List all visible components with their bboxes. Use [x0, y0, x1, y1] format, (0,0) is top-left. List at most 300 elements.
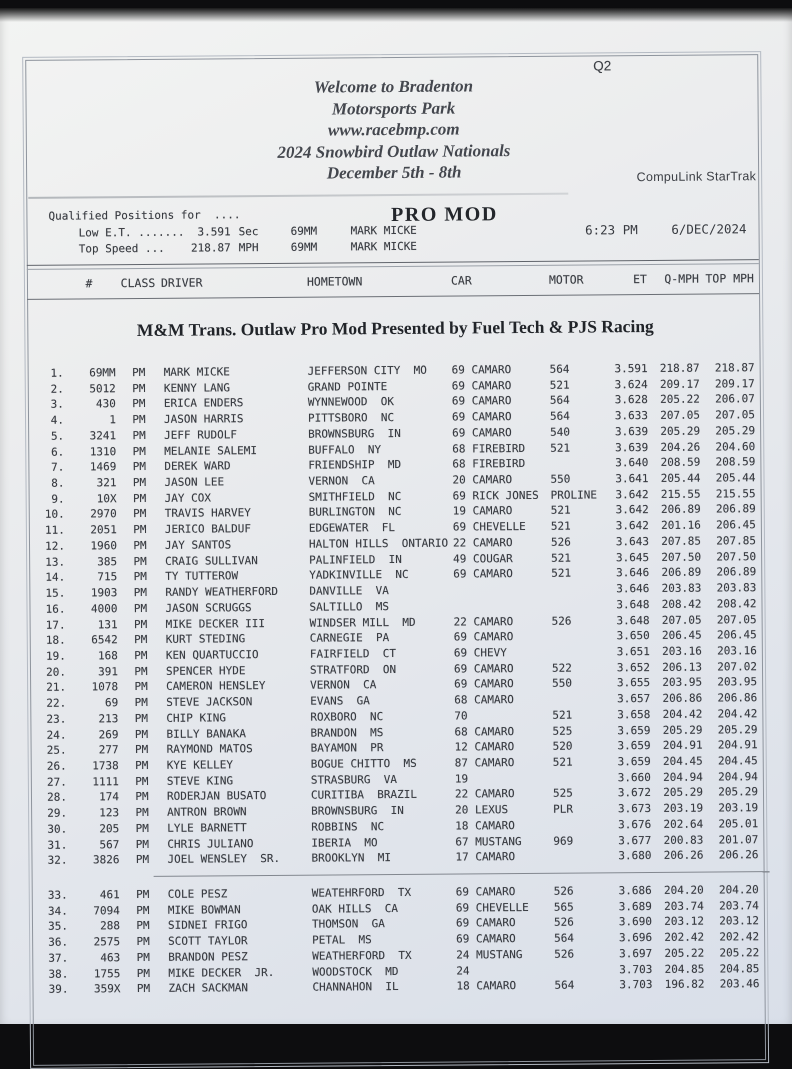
cell-driver: RANDY WEATHERFORD [165, 584, 279, 599]
cell-pos: 3. [50, 398, 64, 412]
cell-top: 205.22 [719, 946, 760, 960]
cell-car: 69 CAMARO [452, 425, 512, 440]
cell-qmph: 204.20 [663, 883, 704, 897]
cell-driver: KURT STEDING [165, 632, 246, 647]
cell-driver: JAY SANTOS [164, 538, 232, 552]
cell-et: 3.676 [618, 817, 652, 832]
cell-home: BOGUE CHITTO MS [310, 756, 417, 771]
low-et-value: 3.591 [197, 224, 231, 239]
cell-cls: PM [134, 633, 148, 647]
print-timestamp [585, 221, 747, 237]
cell-top: 209.17 [714, 376, 755, 391]
cell-cls: PM [133, 538, 147, 552]
cell-home: FAIRFIELD CT [309, 646, 397, 661]
cell-car [453, 599, 551, 615]
cell-car: 69 CAMARO [451, 363, 512, 377]
cell-home: JEFFERSON CITY MO [307, 363, 427, 378]
cell-motor: 526 [554, 947, 575, 961]
cell-cls: PM [131, 365, 146, 380]
cell-home: STRATFORD ON [309, 662, 397, 677]
cell-home: SMITHFIELD NC [308, 489, 402, 504]
category-title: PRO MOD [391, 203, 498, 227]
cell-motor [553, 818, 615, 834]
cell-num: 213 [98, 712, 119, 726]
top-speed-car-number: 69MM [290, 240, 318, 254]
cell-top: 206.89 [715, 502, 756, 516]
cell-motor: PLR [553, 802, 574, 816]
cell-driver: ERICA ENDERS [163, 396, 244, 411]
cell-car: 69 RICK JONES [452, 488, 539, 503]
top-speed-driver: MARK MICKE [350, 239, 417, 254]
qualifying-table-main [30, 361, 762, 870]
cell-num: 321 [96, 476, 117, 490]
cell-num: 174 [99, 790, 120, 804]
cell-home: EVANS GA [310, 694, 370, 708]
cell-num: 715 [97, 570, 118, 584]
cell-motor: 565 [553, 900, 574, 914]
column-header-qmph: Q-MPH [664, 271, 699, 286]
cell-pos: 37. [48, 951, 69, 965]
cell-car: 69 CHEVY [453, 646, 507, 660]
top-speed-label: Top Speed ... [78, 241, 165, 256]
cell-pos: 20. [46, 665, 67, 679]
cell-home: BROWNSBURG IN [311, 804, 404, 818]
cell-car: 87 CAMARO [454, 756, 515, 770]
cell-et: 3.703 [619, 978, 653, 992]
cell-qmph: 206.45 [661, 628, 702, 643]
column-header-class: CLASS [120, 275, 156, 291]
cell-et: 3.642 [615, 503, 649, 517]
column-header-spacer [29, 277, 63, 291]
cell-cls: PM [132, 444, 146, 458]
cell-home: THOMSON GA [311, 917, 385, 932]
cell-cls: PM [135, 758, 149, 773]
cell-car: 12 CAMARO [454, 740, 515, 754]
cell-home: GRAND POINTE [307, 379, 388, 394]
cell-cls: PM [133, 507, 147, 521]
cell-motor: 526 [553, 884, 574, 898]
cell-et: 3.648 [616, 613, 650, 627]
cell-home: BROOKLYN MI [311, 851, 392, 865]
cell-pos: 16. [45, 602, 66, 616]
event-title: M&M Trans. Outlaw Pro Mod Presented by Fuel Tech & PJS Racing [136, 315, 654, 341]
cell-home: YADKINVILLE NC [309, 568, 409, 583]
timing-system-label: CompuLink StarTrak [636, 169, 757, 185]
cell-car: 69 CAMARO [455, 885, 516, 899]
cell-qmph: 205.29 [662, 723, 703, 737]
cell-motor: 521 [551, 566, 572, 581]
cell-driver: MIKE DECKER III [165, 616, 266, 631]
cell-top: 203.12 [719, 914, 760, 928]
cell-top: 204.45 [717, 754, 758, 768]
cell-pos: 31. [47, 838, 68, 852]
cell-cls: PM [132, 397, 146, 411]
cell-et: 3.659 [617, 754, 651, 769]
cell-qmph: 202.42 [664, 930, 705, 945]
cell-motor [551, 598, 613, 614]
cell-num: 1738 [92, 759, 119, 773]
cell-pos: 10. [44, 508, 65, 522]
low-et-car-number: 69MM [290, 224, 318, 238]
cell-num: 1078 [91, 680, 119, 694]
cell-top: 205.44 [715, 471, 756, 485]
cell-home: PALINFIELD IN [309, 552, 402, 567]
cell-et: 3.677 [618, 833, 652, 847]
cell-top: 206.26 [718, 848, 759, 862]
column-header-driver: DRIVER [160, 275, 203, 290]
cell-cls: PM [132, 413, 146, 427]
cell-pos: 24. [46, 728, 67, 742]
cell-et: 3.633 [614, 409, 649, 423]
cell-et: 3.690 [618, 915, 653, 929]
cell-qmph: 206.86 [662, 691, 703, 706]
cell-driver: TRAVIS HARVEY [164, 506, 251, 521]
cell-num: 2575 [93, 935, 121, 949]
cell-qmph: 201.16 [661, 518, 701, 533]
cell-driver: SCOTT TAYLOR [168, 934, 248, 948]
cell-motor: 521 [550, 504, 571, 518]
cell-qmph: 203.12 [664, 915, 705, 929]
cell-num: 123 [99, 806, 120, 820]
cell-top: 204.20 [718, 883, 759, 897]
cell-pos: 1. [50, 366, 64, 380]
cell-num: 3241 [89, 429, 117, 443]
cell-car: 67 MUSTANG [455, 834, 522, 849]
cell-driver: JAY COX [164, 491, 212, 505]
cell-pos: 28. [47, 791, 68, 805]
cell-driver: ZACH SACKMAN [168, 981, 249, 996]
cell-driver: RAYMOND MATOS [166, 742, 253, 757]
cell-top: 204.42 [717, 706, 758, 721]
cell-cls: PM [136, 935, 150, 949]
cell-motor: 521 [550, 519, 571, 533]
cell-car: 69 CAMARO [451, 410, 512, 424]
cell-top: 205.01 [718, 817, 759, 831]
cell-home: HALTON HILLS ONTARIO [308, 536, 449, 551]
cell-pos: 26. [46, 759, 67, 773]
cell-num: 1903 [90, 586, 118, 600]
cell-num: 269 [98, 727, 119, 741]
cell-motor [552, 630, 614, 646]
cell-cls: PM [133, 554, 147, 568]
cell-et: 3.648 [616, 597, 650, 612]
cell-pos: 15. [45, 586, 66, 600]
cell-et: 3.672 [617, 786, 652, 800]
cell-top: 206.45 [716, 518, 756, 532]
cell-home: WEATHERFORD TX [312, 948, 412, 963]
cell-top: 206.07 [715, 392, 755, 406]
cell-pos: 12. [45, 539, 66, 553]
cell-qmph: 204.85 [664, 962, 705, 976]
cell-cls: PM [132, 475, 147, 490]
cell-num: 430 [95, 397, 116, 411]
cell-driver: TY TUTTEROW [165, 569, 239, 584]
cell-num: 1755 [93, 966, 121, 980]
cell-pos: 30. [47, 822, 68, 836]
cell-cls: PM [135, 837, 150, 851]
cell-et: 3.639 [614, 424, 649, 439]
cell-et: 3.655 [616, 676, 651, 690]
cell-top: 207.05 [715, 408, 756, 422]
cell-num: 277 [98, 743, 119, 757]
cell-car: 24 MUSTANG [456, 947, 523, 962]
cell-num: 3826 [92, 853, 120, 867]
cell-qmph: 205.29 [660, 424, 701, 438]
cell-driver: COLE PESZ [167, 887, 228, 901]
column-header-motor: MOTOR [548, 272, 584, 287]
cell-pos: 29. [47, 806, 68, 820]
cell-pos: 9. [51, 492, 65, 506]
cell-cls: PM [134, 664, 148, 678]
cell-home: PETAL MS [312, 933, 372, 947]
cell-cls: PM [136, 950, 150, 964]
cell-top: 203.83 [716, 581, 757, 595]
column-header-topmph: TOP MPH [705, 271, 754, 286]
cell-et: 3.657 [617, 692, 651, 706]
cell-qmph: 207.05 [661, 613, 702, 627]
cell-motor [552, 645, 614, 661]
cell-cls: PM [134, 711, 149, 725]
cell-et: 3.646 [616, 566, 650, 580]
cell-car [453, 583, 551, 599]
cell-driver: CRAIG SULLIVAN [165, 553, 258, 568]
cell-motor: 550 [550, 472, 571, 486]
cell-motor: 969 [553, 834, 574, 848]
cell-qmph: 206.89 [661, 565, 702, 580]
cell-top: 202.42 [719, 930, 760, 944]
cell-car: 69 CAMARO [454, 677, 514, 691]
session-label: Q2 [593, 58, 612, 74]
cell-pos: 7. [51, 460, 65, 475]
cell-driver: KENNY LANG [163, 381, 231, 395]
cell-car: 69 CAMARO [453, 567, 513, 581]
cell-top: 207.05 [716, 612, 757, 626]
cell-qmph: 215.55 [660, 487, 701, 501]
cell-cls: PM [136, 919, 150, 933]
cell-motor: 550 [552, 677, 573, 691]
cell-qmph: 204.94 [663, 770, 703, 784]
cell-pos: 36. [48, 935, 69, 949]
cell-et: 3.680 [618, 849, 652, 863]
cell-et: 3.650 [616, 629, 650, 643]
cell-pos: 21. [46, 680, 67, 695]
cell-car: 24 [456, 964, 470, 978]
cell-pos: 17. [45, 618, 66, 632]
cell-qmph: 205.29 [663, 786, 704, 800]
cell-motor: 526 [550, 535, 571, 549]
cell-motor [553, 771, 615, 787]
cell-cls: PM [133, 586, 148, 600]
cell-car: 22 CAMARO [453, 614, 514, 629]
cell-home: BURLINGTON NC [308, 505, 402, 520]
cell-num: 2051 [90, 523, 117, 537]
cell-motor: 521 [549, 378, 570, 392]
cell-et: 3.640 [615, 456, 649, 470]
cell-top: 204.85 [719, 961, 760, 976]
cell-pos: 25. [46, 743, 67, 758]
cell-top: 204.94 [718, 769, 758, 784]
cell-home: PITTSBORO NC [307, 411, 395, 425]
cell-cls: PM [136, 903, 150, 917]
cell-motor: 526 [551, 614, 572, 628]
cell-home: WINDSER MILL MD [309, 615, 416, 630]
cell-et: 3.689 [618, 899, 652, 913]
cell-qmph: 200.83 [663, 833, 704, 847]
cell-motor [553, 850, 615, 866]
cell-car: 69 CAMARO [453, 661, 514, 676]
cell-cls: PM [132, 491, 147, 505]
cell-home: STRASBURG VA [310, 772, 398, 787]
cell-pos: 38. [48, 967, 69, 981]
low-et-driver: MARK MICKE [350, 223, 417, 237]
cell-car: 18 CAMARO [456, 979, 517, 993]
cell-top: 206.86 [717, 691, 758, 705]
cell-pos: 11. [44, 523, 65, 537]
cell-top: 215.55 [715, 486, 756, 501]
cell-car: 19 CAMARO [452, 504, 513, 519]
cell-motor: 564 [549, 409, 570, 423]
cell-num: 205 [99, 822, 120, 836]
cell-qmph: 208.42 [661, 597, 702, 611]
cell-motor: 521 [550, 441, 571, 455]
cell-num: 1111 [92, 774, 119, 789]
cell-pos: 2. [50, 382, 64, 396]
cell-top: 203.16 [717, 644, 757, 658]
cell-qmph: 202.64 [663, 817, 704, 831]
cell-driver: CHIP KING [166, 711, 227, 725]
cell-qmph: 207.05 [660, 408, 701, 423]
cell-cls: PM [136, 966, 151, 980]
cell-num: 10X [96, 491, 117, 506]
cell-pos: 8. [51, 476, 65, 490]
cell-cls: PM [135, 806, 149, 820]
cell-motor: 525 [552, 787, 573, 801]
cell-et: 3.658 [617, 707, 651, 722]
cell-qmph: 196.82 [664, 977, 705, 992]
cell-motor: 521 [552, 755, 573, 769]
print-date: 6/DEC/2024 [671, 221, 747, 237]
cell-driver: STEVE JACKSON [166, 695, 253, 709]
cell-motor: 525 [552, 724, 573, 738]
cell-pos: 18. [45, 633, 66, 647]
cell-cls: PM [133, 601, 148, 615]
cell-home: SALTILLO MS [309, 599, 390, 614]
cell-qmph: 205.22 [664, 946, 705, 960]
cell-driver: KYE KELLEY [166, 758, 234, 772]
cell-car: 68 FIREBIRD [452, 457, 526, 471]
cell-top: 208.59 [715, 455, 756, 469]
low-et-unit: Sec [238, 224, 259, 238]
cell-pos: 35. [48, 920, 69, 934]
cell-pos: 23. [46, 712, 67, 726]
cell-top: 204.91 [717, 738, 758, 752]
cell-car: 18 CAMARO [455, 818, 515, 833]
cell-num: 4000 [90, 601, 118, 616]
cell-qmph: 207.85 [661, 534, 702, 548]
cell-driver: SIDNEI FRIGO [167, 918, 248, 933]
cell-et: 3.642 [615, 487, 649, 502]
cell-cls: PM [133, 523, 147, 537]
cell-et: 3.697 [619, 946, 653, 961]
cell-home: ROXBORO NC [310, 709, 384, 724]
cell-motor: 564 [549, 362, 570, 376]
cell-home: BRANDON MS [310, 725, 384, 740]
cell-motor: 564 [554, 931, 575, 945]
cell-top: 203.46 [719, 977, 760, 991]
cell-home: CURITIBA BRAZIL [310, 788, 418, 803]
print-time: 6:23 PM [585, 222, 638, 238]
cell-home: OAK HILLS CA [311, 901, 399, 916]
cell-qmph: 209.17 [659, 377, 700, 391]
track-header-line: December 5th - 8th [326, 162, 462, 183]
cell-top: 205.29 [717, 722, 758, 737]
cell-pos: 39. [48, 982, 69, 997]
cell-pos: 32. [47, 853, 68, 868]
cell-num: 391 [98, 664, 119, 679]
cell-home: WEATEHRFORD TX [311, 885, 412, 900]
cell-driver: CHRIS JULIANO [167, 836, 254, 851]
cell-driver: RODERJAN BUSATO [166, 789, 267, 804]
cell-pos: 33. [47, 888, 68, 902]
cell-et: 3.642 [615, 519, 649, 533]
cell-num: 131 [97, 617, 118, 631]
cell-driver: JASON SCRUGGS [165, 600, 252, 615]
cell-qmph: 206.89 [660, 503, 701, 517]
cell-top: 201.07 [718, 832, 759, 847]
cell-qmph: 203.95 [662, 675, 703, 690]
cell-et: 3.673 [617, 802, 652, 816]
cell-pos: 4. [50, 413, 65, 427]
cell-et: 3.646 [616, 582, 650, 596]
column-header-number: # [85, 276, 93, 291]
cell-qmph: 208.59 [660, 455, 701, 470]
cell-cls: PM [135, 774, 149, 788]
cell-driver: SPENCER HYDE [165, 663, 246, 678]
low-et-label: Low E.T. ....... [78, 225, 185, 239]
cell-cls: PM [133, 617, 148, 631]
cell-cls: PM [132, 381, 146, 395]
cell-cls: PM [135, 790, 149, 804]
cell-motor: 526 [553, 916, 574, 930]
cell-motor: 564 [549, 394, 570, 408]
cell-qmph: 204.42 [662, 707, 703, 721]
cell-et: 3.645 [615, 550, 650, 564]
cell-top: 204.60 [715, 439, 756, 454]
cell-num: 5012 [89, 381, 116, 396]
cell-top: 207.85 [716, 534, 757, 548]
cell-qmph: 204.26 [660, 440, 701, 454]
cell-car: 70 [454, 709, 468, 723]
cell-top: 205.29 [718, 785, 759, 799]
cell-motor [550, 457, 612, 473]
cell-num: 359X [93, 982, 121, 996]
cell-num: 1960 [90, 539, 118, 553]
cell-et: 3.660 [617, 770, 651, 784]
cell-cls: PM [134, 648, 148, 663]
cell-car: 20 CAMARO [452, 473, 513, 487]
cell-cls: PM [134, 743, 149, 757]
cell-home: IBERIA MO [311, 835, 378, 850]
cell-pos: 6. [50, 445, 65, 459]
track-header-line: Motorsports Park [331, 98, 456, 118]
cell-num: 463 [100, 951, 121, 965]
cell-qmph: 218.87 [659, 361, 700, 375]
cell-top: 203.74 [719, 898, 759, 913]
cell-top: 218.87 [714, 361, 755, 375]
track-header-line: www.racebmp.com [327, 119, 460, 140]
cell-driver: BILLY BANAKA [166, 726, 247, 741]
cell-cls: PM [133, 570, 147, 584]
